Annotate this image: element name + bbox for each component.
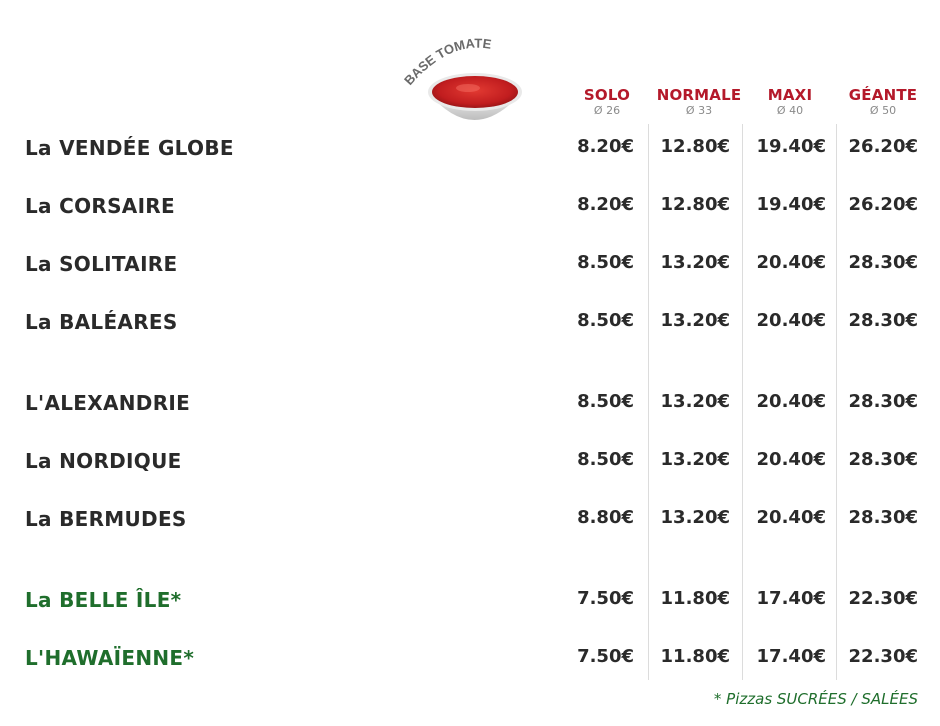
price-normale: 11.80€ — [660, 588, 730, 609]
price-maxi: 20.40€ — [756, 252, 826, 273]
price-normale: 13.20€ — [660, 252, 730, 273]
price-solo: 8.20€ — [577, 194, 634, 215]
size-header-geante — [842, 86, 924, 117]
price-normale: 13.20€ — [660, 310, 730, 331]
pizza-row — [0, 249, 940, 279]
pizza-row — [0, 643, 940, 673]
tomato-bowl-icon — [396, 36, 536, 136]
price-maxi: 17.40€ — [756, 588, 826, 609]
price-geante: 22.30€ — [848, 588, 918, 609]
badge-label: BASE TOMATE — [401, 36, 493, 88]
pizza-name: La BERMUDES — [25, 507, 187, 531]
price-geante: 26.20€ — [848, 136, 918, 157]
pizza-name: La BELLE ÎLE* — [25, 588, 182, 612]
price-solo: 8.80€ — [577, 507, 634, 528]
size-header-maxi — [758, 86, 822, 117]
price-maxi: 20.40€ — [756, 310, 826, 331]
pizza-name: La CORSAIRE — [25, 194, 175, 218]
price-geante: 28.30€ — [848, 507, 918, 528]
price-maxi: 20.40€ — [756, 449, 826, 470]
price-geante: 22.30€ — [848, 646, 918, 667]
pizza-row — [0, 446, 940, 476]
price-geante: 28.30€ — [848, 391, 918, 412]
size-diameter: Ø 26 — [593, 104, 621, 117]
price-normale: 13.20€ — [660, 391, 730, 412]
footnote: * Pizzas SUCRÉES / SALÉES — [713, 690, 918, 708]
pizza-name: La NORDIQUE — [25, 449, 182, 473]
pizza-name: La SOLITAIRE — [25, 252, 178, 276]
price-maxi: 17.40€ — [756, 646, 826, 667]
pizza-row — [0, 133, 940, 163]
price-geante: 28.30€ — [848, 310, 918, 331]
price-solo: 8.50€ — [577, 310, 634, 331]
pizza-row — [0, 585, 940, 615]
price-solo: 8.50€ — [577, 391, 634, 412]
price-geante: 26.20€ — [848, 194, 918, 215]
pizza-name: L'HAWAÏENNE* — [25, 646, 195, 670]
price-normale: 12.80€ — [660, 136, 730, 157]
pizza-name: L'ALEXANDRIE — [25, 391, 191, 415]
size-name: GÉANTE — [848, 86, 918, 104]
price-solo: 8.20€ — [577, 136, 634, 157]
price-geante: 28.30€ — [848, 252, 918, 273]
price-maxi: 20.40€ — [756, 391, 826, 412]
pizza-name: La BALÉARES — [25, 310, 178, 334]
pizza-name: La VENDÉE GLOBE — [25, 136, 234, 160]
size-name: NORMALE — [656, 86, 742, 104]
pizza-row — [0, 191, 940, 221]
price-normale: 13.20€ — [660, 507, 730, 528]
tomato-base-badge — [396, 36, 536, 136]
price-normale: 11.80€ — [660, 646, 730, 667]
price-maxi: 19.40€ — [756, 136, 826, 157]
price-maxi: 19.40€ — [756, 194, 826, 215]
size-diameter: Ø 50 — [869, 104, 897, 117]
pizza-row — [0, 388, 940, 418]
pizza-row — [0, 307, 940, 337]
size-name: MAXI — [767, 86, 813, 104]
price-maxi: 20.40€ — [756, 507, 826, 528]
size-header-solo — [576, 86, 638, 117]
pizza-row — [0, 504, 940, 534]
price-solo: 7.50€ — [577, 588, 634, 609]
price-geante: 28.30€ — [848, 449, 918, 470]
size-name: SOLO — [583, 86, 631, 104]
size-header-normale — [652, 86, 746, 117]
price-normale: 12.80€ — [660, 194, 730, 215]
price-solo: 8.50€ — [577, 252, 634, 273]
price-normale: 13.20€ — [660, 449, 730, 470]
price-solo: 7.50€ — [577, 646, 634, 667]
size-diameter: Ø 40 — [776, 104, 804, 117]
price-solo: 8.50€ — [577, 449, 634, 470]
size-diameter: Ø 33 — [685, 104, 713, 117]
